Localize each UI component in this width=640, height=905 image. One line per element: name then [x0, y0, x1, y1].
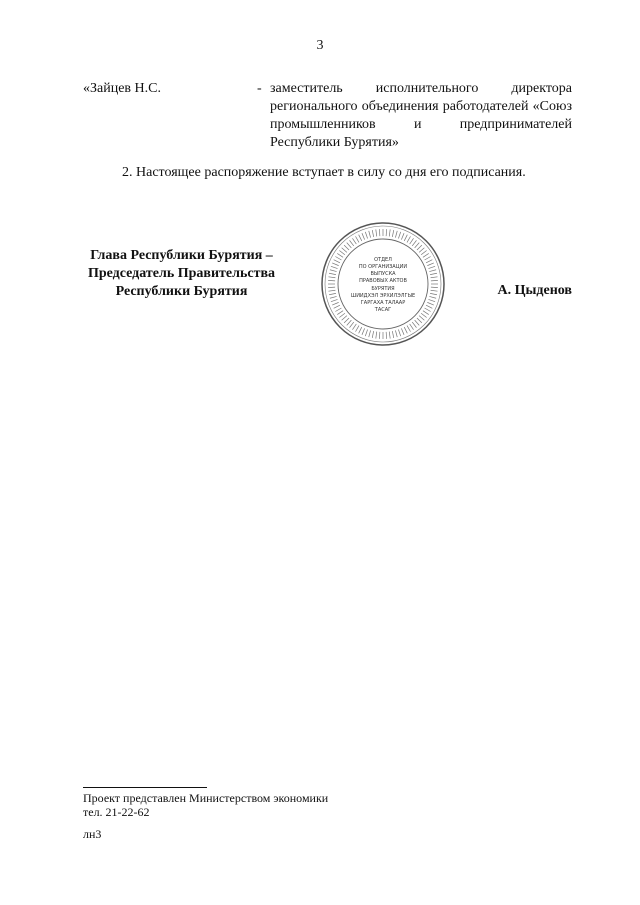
seal-ring-tick [426, 260, 432, 263]
seal-ring-tick [347, 320, 352, 325]
seal-ring-tick [328, 277, 335, 278]
seal-ring-tick [430, 273, 437, 274]
seal-ring-tick [372, 230, 373, 237]
seal-ring-tick [352, 324, 356, 330]
seal-ring-tick [417, 318, 422, 323]
seal-inner-text [351, 257, 415, 313]
footnote-prepared-by: Проект представлен Министерством экономики [83, 791, 329, 805]
seal-ring-tick [412, 322, 416, 328]
seal-line-3: ВЫПУСКА [370, 271, 396, 277]
seal-ring-tick [347, 243, 352, 248]
seal-ring-tick [359, 327, 362, 333]
seal-ring-tick [376, 332, 377, 339]
clause-2: 2. Настоящее распоряжение вступает в силу со дня его подписания. [122, 165, 526, 180]
seal-ring-tick [334, 305, 340, 308]
seal-ring-tick [429, 296, 436, 298]
seal-ring-tick [427, 302, 433, 305]
member-name: «Зайцев Н.С. [83, 81, 161, 96]
seal-ring-tick [359, 235, 362, 241]
seal-ring-tick [342, 316, 347, 321]
seal-ring-tick [389, 229, 390, 236]
seal-ring-tick [362, 233, 365, 239]
seal-ring-tick [330, 270, 337, 272]
seal-ring-tick [339, 313, 345, 317]
seal-ring-tick [332, 263, 338, 266]
seal-line-1: ОТДЕЛ [374, 257, 392, 263]
seal-ring-tick [356, 326, 360, 332]
seal-ring-tick [419, 248, 424, 253]
seal-ring-tick [431, 277, 438, 278]
seal-ring-tick [410, 324, 414, 330]
seal-ring-tick [344, 318, 349, 323]
seal-ring-tick [350, 322, 354, 328]
seal-ring-tick [331, 299, 338, 301]
seal-ring-tick [392, 331, 393, 338]
seal-ring-tick [407, 236, 411, 242]
seal-ring-tick [404, 235, 407, 241]
seal-ring-tick [428, 266, 435, 268]
seal-ring-tick [421, 313, 427, 317]
seal-ring-tick [417, 245, 422, 250]
seal-ring-tick [404, 327, 407, 333]
seal-ring-tick [427, 263, 433, 266]
seal-ring-tick [392, 230, 393, 237]
seal-ring-tick [412, 240, 416, 246]
seal-ring-tick [429, 270, 436, 272]
seal-ring-tick [369, 330, 371, 337]
footnote-code: лн3 [83, 827, 102, 841]
seal-ring-tick [430, 293, 437, 294]
seal-ring-tick [395, 231, 397, 238]
seal-ring-tick [421, 251, 427, 255]
seal-ring-tick [401, 233, 404, 239]
seal-ring-tick [395, 330, 397, 337]
seal-ring-tick [328, 290, 335, 291]
seal-ring-tick [425, 257, 431, 261]
seal-ring-tick [415, 320, 420, 325]
seal-ring-tick [344, 245, 349, 250]
seal-ring-tick [398, 232, 400, 239]
seal-ring-tick [350, 240, 354, 246]
seal-ring-tick [423, 311, 429, 315]
signatory-title-line-2: Председатель Правительства [87, 266, 276, 281]
seal-ring-tick [410, 238, 414, 244]
seal-ring-tick [415, 243, 420, 248]
seal-ring-tick [356, 236, 360, 242]
page-number: 3 [316, 38, 324, 53]
seal-ring-tick [365, 329, 367, 336]
seal-ring-tick [389, 332, 390, 339]
seal-ring-tick [426, 305, 432, 308]
seal-ring-tick [339, 251, 345, 255]
seal-line-5: БУРЯТИЯ [371, 286, 395, 292]
seal-line-7: ГАРГАХА ТАЛААР [360, 300, 406, 306]
seal-line-4: ПРАВОВЫХ АКТОВ [359, 278, 407, 284]
seal-ring-tick [398, 329, 400, 336]
signatory-title [80, 247, 283, 301]
signatory-name: А. Цыденов [497, 283, 572, 298]
seal-ring-tick [352, 238, 356, 244]
seal-ring-tick [372, 331, 373, 338]
seal-ring-tick [376, 229, 377, 236]
seal-ring-tick [407, 326, 411, 332]
seal-ring-tick [335, 308, 341, 312]
seal-ring-tick [337, 253, 343, 257]
seal-line-8: ТАСАГ [374, 307, 392, 313]
member-description: заместитель исполнительного директора регионального объединения работодателей «Союз промышленников и предпринимателей Республики Бурятия» [270, 81, 572, 150]
seal-ring-tick [365, 232, 367, 239]
seal-ring-tick [423, 253, 429, 257]
seal-ring-tick [332, 302, 338, 305]
seal-ring-tick [334, 260, 340, 263]
member-dash: - [257, 81, 262, 96]
official-seal-stamp [320, 221, 446, 347]
seal-ring-tick [337, 311, 343, 315]
seal-line-2: ПО ОРГАНИЗАЦИИ [358, 264, 408, 270]
seal-ring-tick [425, 308, 431, 312]
seal-ring-tick [419, 316, 424, 321]
seal-ring-tick [342, 248, 347, 253]
footnote-phone: тел. 21-22-62 [83, 805, 150, 819]
seal-ring-tick [431, 290, 438, 291]
seal-ring-tick [401, 328, 404, 334]
seal-ring-tick [369, 231, 371, 238]
footnote-divider [83, 787, 207, 788]
seal-ring-tick [329, 273, 336, 274]
seal-ring-tick [362, 328, 365, 334]
seal-ring-tick [331, 266, 338, 268]
seal-ring-tick [329, 293, 336, 294]
signatory-title-line-1: Глава Республики Бурятия – [90, 248, 273, 263]
seal-ring-tick [428, 299, 435, 301]
seal-line-6: ШИИДХЭЛ ЭРХИЛЭЛГЫЕ [350, 293, 416, 299]
signatory-title-line-3: Республики Бурятия [115, 284, 248, 299]
seal-ring-tick [330, 296, 337, 298]
seal-ring-tick [335, 257, 341, 261]
